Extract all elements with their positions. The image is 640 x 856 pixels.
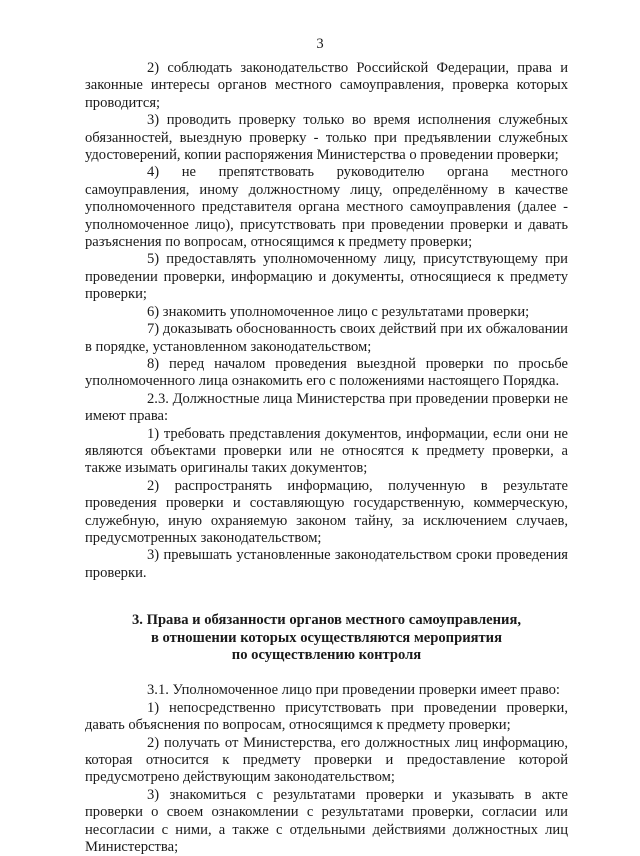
paragraph: 4) не препятствовать руководителю органа местного самоуправления, иному должностному лицу, определённому в качестве уполномоченного представителя органа местного самоуправления (далее - уполномоченное лицо), присутствовать при проведении проверки и давать разъяснения по вопросам, относящимся к предмету проверки; bbox=[85, 164, 568, 251]
paragraph: 2) соблюдать законодательство Российской Федерации, права и законные интересы органов местного самоуправления, проверка которых проводится; bbox=[85, 60, 568, 111]
section-heading-line: по осуществлению контроля bbox=[231, 647, 422, 663]
paragraph: 3) превышать установленные законодательством сроки проведения проверки. bbox=[85, 547, 568, 581]
paragraph: 6) знакомить уполномоченное лицо с результатами проверки; bbox=[147, 303, 530, 320]
section-heading-line: 3. Права и обязанности органов местного самоуправления, bbox=[132, 612, 521, 629]
paragraph: 2) получать от Министерства, его должностных лиц информацию, которая относится к предмету проверки и предоставление которой предусмотрено действующим законодательством; bbox=[85, 734, 568, 786]
paragraph: 2) распространять информацию, полученную в результате проведения проверки и составляющую государственную, коммерческую, служебную, иную охраняемую законом тайну, за исключением случаев, предусмотренных законодательством; bbox=[85, 477, 568, 546]
paragraph: 1) непосредственно присутствовать при проведении проверки, давать объяснения по вопросам, относящимся к предмету проверки; bbox=[85, 699, 568, 734]
section-heading-line: в отношении которых осуществляются мероприятия bbox=[151, 629, 502, 646]
paragraph: 1) требовать представления документов, информации, если они не являются объектами проверки или не относятся к предмету проверки, а также изымать оригиналы таких документов; bbox=[85, 425, 568, 477]
section-heading bbox=[85, 612, 568, 664]
paragraph: 2.3. Должностные лица Министерства при проведении проверки не имеют права: bbox=[85, 390, 568, 425]
paragraph: 5) предоставлять уполномоченному лицу, присутствующему при проведении проверки, информацию и документы, относящиеся к предмету проверки; bbox=[85, 251, 568, 303]
paragraph: 8) перед началом проведения выездной проверки по просьбе уполномоченного лица ознакомить его с положениями настоящего Порядка. bbox=[85, 355, 568, 390]
paragraph: 3) знакомиться с результатами проверки и указывать в акте проверки о своем ознакомлении с результатами проверки, согласии или несогласии с ними, а также с отдельными действиями должностных лиц Министерства; bbox=[85, 786, 568, 856]
paragraph: 3.1. Уполномоченное лицо при проведении проверки имеет право: bbox=[147, 682, 560, 699]
paragraph: 3) проводить проверку только во время исполнения служебных обязанностей, выездную проверку - только при предъявлении служебных удостоверений, копии распоряжения Министерства о проведении проверки; bbox=[85, 112, 568, 164]
document-body bbox=[85, 60, 568, 856]
page-number: 3 bbox=[316, 36, 324, 52]
paragraph: 7) доказывать обоснованность своих действий при их обжаловании в порядке, установленном законодательством; bbox=[85, 321, 568, 355]
